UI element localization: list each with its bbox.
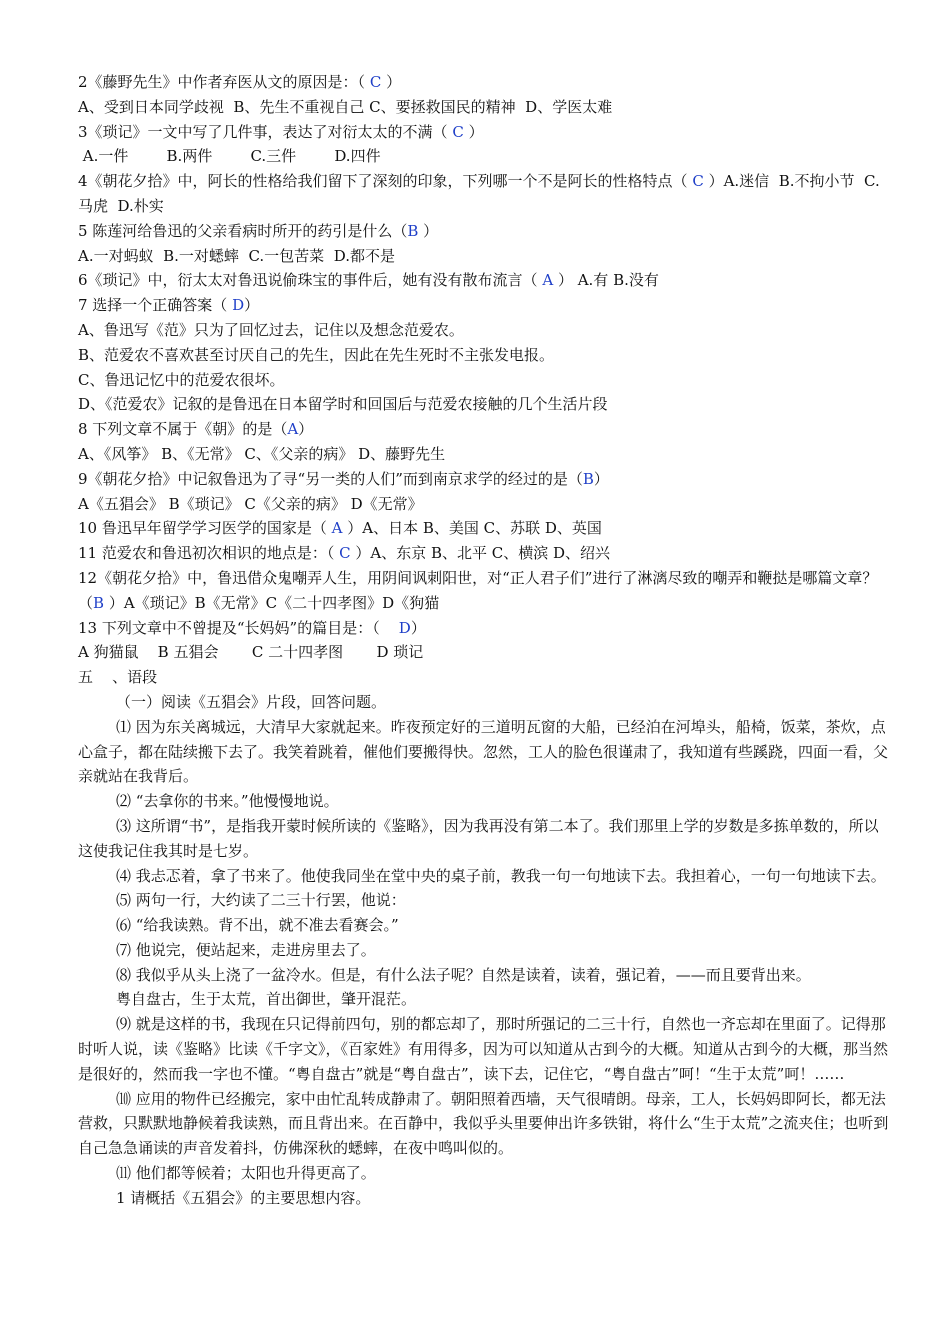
question-list [78, 70, 890, 665]
question-line [78, 492, 890, 517]
question-text: 13 下列文章中不曾提及“长妈妈”的篇目是：（ [78, 618, 399, 637]
question-text: 3《琐记》一文中写了几件事，表达了对衍太太的不满（ [78, 122, 453, 141]
answer-letter: C [369, 73, 382, 91]
question-line [78, 244, 890, 269]
paragraph: ⑻ 我似乎从头上浇了一盆冷水。但是，有什么法子呢？自然是读着，读着，强记着，——而且要背出来。 [116, 965, 811, 984]
answer-letter: B [93, 593, 105, 612]
question-text: C、鲁迅记忆中的范爱农很坏。 [78, 370, 285, 389]
question-text: ） [418, 221, 439, 240]
answer-letter: C [692, 172, 704, 191]
paragraph: ⑸ 两句一行，大约读了二三十行罢，他说： [116, 891, 406, 910]
question-text: 6《琐记》中，衍太太对鲁迅说偷珠宝的事件后，她有没有散布流言（ [78, 271, 543, 290]
section-title: 五 、语段 [78, 668, 158, 687]
question-line [78, 293, 890, 318]
question-text: 5 陈莲河给鲁迅的父亲看病时所开的药引是什么（ [78, 221, 408, 240]
question-line [78, 95, 890, 120]
answer-letter: A [287, 420, 299, 439]
paragraph: ⑷ 我忐忑着，拿了书来了。他使我同坐在堂中央的桌子前，教我一句一句地读下去。我担着心，一句一句地读下去。 [116, 866, 886, 885]
question-text: 4《朝花夕拾》中，阿长的性格给我们留下了深刻的印象，下列哪一个不是阿长的性格特点（ [78, 172, 693, 191]
question-line [78, 268, 890, 293]
question-text: ） [244, 296, 260, 315]
section-subtitle: （一）阅读《五猖会》片段，回答问题。 [116, 692, 387, 711]
question-text: ） [381, 73, 402, 91]
paragraph: ⑼ 就是这样的书，我现在只记得前四句，别的都忘却了，那时所强记的二三十行，自然也一齐忘却在里面了。记得那时听人说，读《鉴略》比读《千字文》，《百家姓》有用得多，因为可以知道从古到今的大概。知道从古到今的大概，那当然是很好的，然而我一字也不懂。“粤自盘古”就是“粤自盘古”，读下去，记住它，“粤自盘古”呵！“生于太荒”呵！…… [78, 1015, 889, 1083]
question-text: ）A、东京 B、北平 C、横滨 D、绍兴 [350, 544, 611, 563]
question-text: B、范爱农不喜欢甚至讨厌自己的先生，因此在先生死时不主张发电报。 [78, 345, 555, 364]
answer-letter: D [232, 296, 245, 315]
paragraph: ⑺ 他说完，便站起来，走进房里去了。 [116, 940, 376, 959]
question-line [78, 70, 890, 95]
question-text: 7 选择一个正确答案（ [78, 296, 233, 315]
question-text: ）A、日本 B、美国 C、苏联 D、英国 [342, 519, 602, 538]
question-text: 8 下列文章不属于《朝》的是（ [78, 420, 288, 439]
question-text: 10 鲁迅早年留学学习医学的国家是（ [78, 519, 332, 538]
question-text: ） [593, 469, 609, 488]
question-text: 2《藤野先生》中作者弃医从文的原因是：（ [78, 73, 370, 91]
answer-letter: B [407, 221, 419, 240]
question-text: ）A《琐记》B《无常》C《二十四孝图》D《狗猫 [104, 593, 440, 612]
paragraph: ⑶ 这所谓“书”，是指我开蒙时候所读的《鉴略》，因为我再没有第二本了。我们那里上学的岁数是多拣单数的，所以这使我记住我其时是七岁。 [78, 816, 879, 860]
question-line [78, 467, 890, 492]
question-line [78, 368, 890, 393]
question-line [78, 343, 890, 368]
question-line [78, 640, 890, 665]
question-text: A 狗猫鼠 B 五猖会 C 二十四孝图 D 琐记 [78, 643, 424, 662]
question-text: A.一件 B.两件 C.三件 D.四件 [78, 147, 381, 166]
answer-letter: A [542, 271, 554, 290]
answer-letter: A [331, 519, 343, 538]
paragraph: ⑴ 因为东关离城远，大清早大家就起来。昨夜预定好的三道明瓦窗的大船，已经泊在河埠头，船椅，饭菜，茶炊，点心盒子，都在陆续搬下去了。我笑着跳着，催他们要搬得快。忽然，工人的脸色很谨肃了，我知道有些蹊跷，四面一看，父亲就站在我背后。 [78, 717, 889, 786]
question-text: ） [410, 618, 426, 637]
question-text: ）A.迷信 B.不拘小节 C.马虎 D.朴实 [78, 172, 880, 215]
question-line [78, 417, 890, 442]
question-line [78, 392, 890, 417]
paragraph: ⑵ “去拿你的书来。”他慢慢地说。 [116, 792, 339, 811]
question-text: 12《朝花夕拾》中，鲁迅借众鬼嘲弄人生，用阴间讽刺阳世，对“正人君子们”进行了淋漓尽致的嘲弄和鞭挞是哪篇文章？（ [78, 568, 878, 612]
passage [78, 715, 890, 1211]
question-line [78, 219, 890, 244]
quoted-verse: 粤自盘古，生于太荒，首出御世，肇开混茫。 [116, 990, 417, 1009]
answer-letter: C [452, 122, 464, 141]
question-text: 9《朝花夕拾》中记叙鲁迅为了寻“另一类的人们”而到南京求学的经过的是（ [78, 469, 583, 488]
answer-letter: C [339, 544, 351, 563]
paragraph: ⑽ 应用的物件已经搬完，家中由忙乱转成静肃了。朝阳照着西墙，天气很晴朗。母亲，工人，长妈妈即阿长，都无法营救，只默默地静候着我读熟，而且背出来。在百静中，我似乎头里要伸出许多铁钳，将什么“生于太荒”之流夹住；也听到自己急急诵读的声音发着抖，仿佛深秋的蟋蟀，在夜中鸣叫似的。 [78, 1089, 889, 1158]
question-text: ） [463, 122, 484, 141]
question-line [78, 318, 890, 343]
question-text: A、鲁迅写《范》只为了回忆过去，记住以及想念范爱农。 [78, 320, 464, 339]
answer-letter: D [398, 618, 411, 637]
question-line [78, 144, 890, 169]
question-line [78, 541, 890, 566]
question-line [78, 169, 890, 219]
question-text: ） [298, 420, 314, 439]
question-text: A、受到日本同学歧视 B、先生不重视自己 C、要拯救国民的精神 D、学医太难 [78, 97, 613, 116]
question-line [78, 120, 890, 145]
question-text: D、《范爱农》记叙的是鲁迅在日本留学时和回国后与范爱农接触的几个生活片段 [78, 395, 608, 414]
question-text: 11 范爱农和鲁迅初次相识的地点是：（ [78, 544, 340, 563]
question-line [78, 566, 890, 616]
question-text: A.一对蚂蚁 B.一对蟋蟀 C.一包苦菜 D.都不是 [78, 246, 395, 265]
question-text: A、《风筝》 B、《无常》 C、《父亲的病》 D、藤野先生 [78, 444, 446, 463]
question-text: ） A.有 B.没有 [553, 271, 659, 290]
question-prompt: 1 请概括《五猖会》的主要思想内容。 [116, 1188, 371, 1207]
paragraph: ⑾ 他们都等候着；太阳也升得更高了。 [116, 1164, 376, 1183]
question-line [78, 442, 890, 467]
paragraph: ⑹ “给我读熟。背不出，就不准去看赛会。” [116, 916, 399, 935]
answer-letter: B [582, 469, 594, 488]
document-page [78, 70, 890, 1211]
question-line [78, 516, 890, 541]
question-line [78, 616, 890, 641]
question-text: A《五猖会》 B《琐记》 C《父亲的病》 D《无常》 [78, 494, 423, 513]
